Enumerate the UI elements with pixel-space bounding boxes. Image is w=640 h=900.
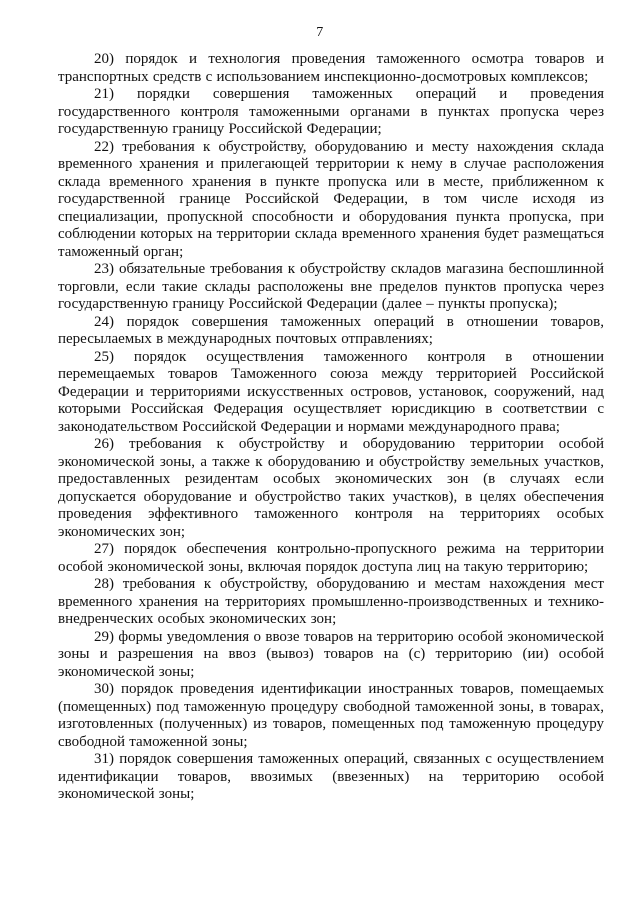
page-number: 7 [316, 25, 324, 40]
document-body [58, 51, 604, 804]
paragraph-item: 30) порядок проведения идентификации иностранных товаров, помещаемых (помещенных) под таможенную процедуру свободной таможенной зоны, в товарах, изготовленных (полученных) из товаров, помещенных под таможенную процедуру свободной таможенной зоны; [58, 681, 604, 750]
paragraph-item: 21) порядки совершения таможенных операций и проведения государственного контроля таможенными органами в пунктах пропуска через государственную границу Российской Федерации; [58, 86, 604, 137]
paragraph-item: 20) порядок и технология проведения таможенного осмотра товаров и транспортных средств с использованием инспекционно-досмотровых комплексов; [58, 51, 604, 85]
paragraph-item: 22) требования к обустройству, оборудованию и месту нахождения склада временного хранения и прилегающей территории к нему в случае расположения склада временного хранения в пункте пропуска или в месте, приближенном к государственной границе Российской Федерации, в том числе исходя из специализации, пропускной способности и оборудования пункта пропуска, при соблюдении которых на территории склада временного хранения будет размещаться таможенный орган; [58, 138, 604, 260]
paragraph-item: 23) обязательные требования к обустройству складов магазина беспошлинной торговли, если такие склады расположены вне пределов пунктов пропуска через государственную границу Российской Федерации (далее – пункты пропуска); [58, 261, 604, 312]
paragraph-item: 26) требования к обустройству и оборудованию территории особой экономической зоны, а также к оборудованию и обустройству земельных участков, предоставленных резидентам особых экономических зон (в случаях если допускается оборудование и обустройство таких участков), в целях обеспечения проведения эффективного таможенного контроля на территориях особых экономических зон; [58, 436, 604, 540]
paragraph-item: 31) порядок совершения таможенных операций, связанных с осуществлением идентификации товаров, ввозимых (ввезенных) на территорию особой экономической зоны; [58, 751, 604, 802]
paragraph-item: 29) формы уведомления о ввозе товаров на территорию особой экономической зоны и разрешения на ввоз (вывоз) товаров на (с) территорию (ии) особой экономической зоны; [58, 628, 604, 680]
paragraph-item: 28) требования к обустройству, оборудованию и местам нахождения мест временного хранения на территориях промышленно-производственных и технико-внедренческих особых экономических зон; [58, 576, 604, 627]
paragraph-item: 24) порядок совершения таможенных операций в отношении товаров, пересылаемых в международных почтовых отправлениях; [58, 313, 604, 347]
paragraph-item: 27) порядок обеспечения контрольно-пропускного режима на территории особой экономической зоны, включая порядок доступа лиц на такую территорию; [58, 541, 604, 575]
paragraph-item: 25) порядок осуществления таможенного контроля в отношении перемещаемых товаров Таможенного союза между территорией Российской Федерации и территориями искусственных островов, установок, сооружений, над которыми Российская Федерация осуществляет юрисдикцию в соответствии с законодательством Российской Федерации и нормами международного права; [58, 348, 604, 435]
